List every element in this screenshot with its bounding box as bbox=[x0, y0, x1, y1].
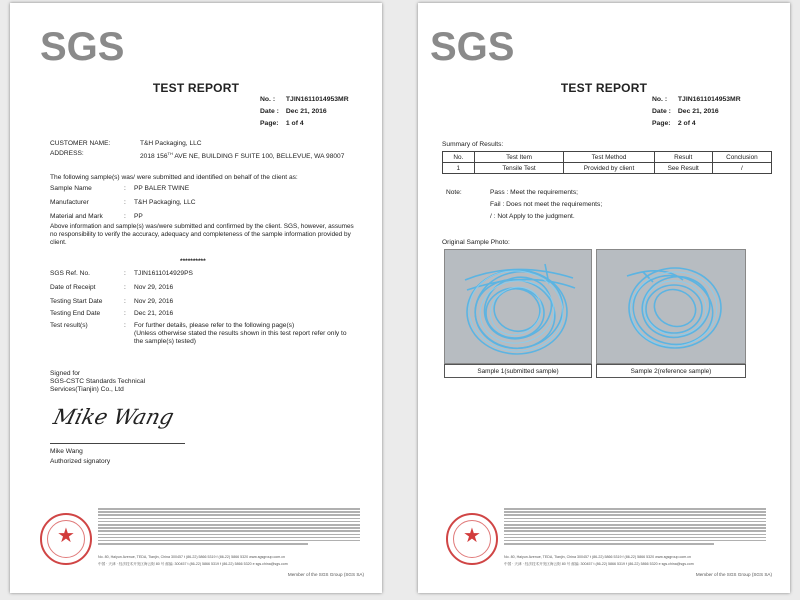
test-result-line-3: the sample(s) tested) bbox=[134, 338, 196, 345]
note-label: Note: bbox=[446, 189, 462, 196]
legal-fine-print bbox=[98, 508, 360, 546]
company-seal-icon: ★ bbox=[40, 513, 92, 565]
table-header-cell: Test Method bbox=[564, 152, 654, 163]
report-meta bbox=[260, 94, 349, 130]
table-cell: Provided by client bbox=[564, 163, 654, 174]
twine-coil-2-icon bbox=[597, 250, 746, 364]
customer-name: T&H Packaging, LLC bbox=[140, 140, 202, 147]
table-row bbox=[443, 163, 772, 174]
receipt-date: Nov 29, 2016 bbox=[134, 284, 174, 291]
photo-label: Original Sample Photo: bbox=[442, 239, 510, 246]
page-number: 1 of 4 bbox=[285, 120, 304, 127]
report-no: TJIN1611014953MR bbox=[285, 96, 349, 103]
report-date-label: Date : bbox=[652, 108, 671, 115]
testing-start-date: Nov 29, 2016 bbox=[134, 298, 174, 305]
report-date: Dec 21, 2016 bbox=[677, 108, 719, 115]
report-meta bbox=[652, 94, 741, 130]
signature-line bbox=[50, 443, 185, 444]
caption-sample-1: Sample 1(submitted sample) bbox=[444, 364, 592, 378]
sample-2-photo bbox=[596, 249, 746, 364]
receipt-date-label: Date of Receipt bbox=[50, 284, 96, 291]
table-header-cell: Test Item bbox=[474, 152, 564, 163]
sgs-logo: SGS bbox=[430, 25, 515, 69]
note-fail: Fail : Does not meet the requirements; bbox=[490, 201, 603, 208]
page-label: Page: bbox=[652, 120, 671, 127]
customer-name-label: CUSTOMER NAME: bbox=[50, 140, 111, 147]
report-title: TEST REPORT bbox=[152, 81, 240, 95]
member-note: Member of the SGS Group (SGS SA) bbox=[695, 572, 772, 577]
customer-address: 2018 156TH AVE NE, BUILDING F SUITE 100, BELLEVUE, WA 98007 bbox=[140, 151, 345, 161]
test-result-line-2: (Unless otherwise stated the results shown in this test report refer only to bbox=[134, 330, 347, 337]
separator-stars: ********** bbox=[180, 258, 206, 265]
page-label: Page: bbox=[260, 120, 279, 127]
signer-title: Authorized signatory bbox=[50, 458, 111, 465]
report-no: TJIN1611014953MR bbox=[677, 96, 741, 103]
manufacturer: T&H Packaging, LLC bbox=[134, 199, 196, 206]
report-date: Dec 21, 2016 bbox=[285, 108, 327, 115]
table-cell: Tensile Test bbox=[474, 163, 564, 174]
sgs-ref-label: SGS Ref. No. bbox=[50, 270, 90, 277]
test-result-label: Test result(s) bbox=[50, 322, 88, 329]
report-no-label: No. : bbox=[260, 96, 276, 103]
disclaimer-text: Above information and sample(s) was/were submitted and confirmed by the client. SGS, however, assumes no responsibility to verify the accuracy, adequacy and completeness of the sample information provided by client. bbox=[50, 223, 354, 246]
test-result-line-1: For further details, please refer to the following page(s) bbox=[134, 322, 295, 329]
signed-org-1: SGS-CSTC Standards Technical bbox=[50, 378, 146, 385]
signer-name: Mike Wang bbox=[50, 448, 83, 455]
report-no-label: No. : bbox=[652, 96, 668, 103]
handwritten-signature: Mike Wang bbox=[51, 405, 177, 429]
signed-org-2: Services(Tianjin) Co., Ltd bbox=[50, 386, 124, 393]
sgs-ref-number: TJIN1611014929PS bbox=[134, 270, 193, 277]
footer-address-cn: 中国 · 天津 · 经济技术开发区海云街 80 号 邮编: 300457 t (86-22) 5866 5319 f (86-22) 5866 5320 e sgs.china@sgs.com bbox=[504, 562, 694, 566]
sample-1-photo bbox=[444, 249, 592, 364]
signed-for: Signed for bbox=[50, 370, 81, 377]
table-header-cell: Conclusion bbox=[712, 152, 771, 163]
table-header-cell: Result bbox=[654, 152, 712, 163]
manufacturer-label: Manufacturer bbox=[50, 199, 89, 206]
page-number: 2 of 4 bbox=[677, 120, 696, 127]
company-seal-icon: ★ bbox=[446, 513, 498, 565]
address-label: ADDRESS: bbox=[50, 150, 84, 157]
footer-address-en: No. 80, Haiyun Avenue, TEDA, Tianjin, China 300457 t (86-22) 5866 5319 f (86-22) 5866 5320 www.sgsgroup.com.cn bbox=[504, 555, 692, 559]
table-header-cell: No. bbox=[443, 152, 475, 163]
intro-text: The following sample(s) was/ were submitted and identified on behalf of the client as: bbox=[50, 174, 298, 181]
report-page-1: SGS TEST REPORT No. : TJIN1611014953MR Date : Dec 21, 2016 Page: 1 of 4 CUSTOMER NAME: T&H Packaging, LLC ADDRESS: 2018 156TH AVE NE, BUILDING F SUITE 100, BELLEVUE, WA 98007 The following sample(s) was/ were submitted and identified on behalf of the client as: Sample Name : PP BALER TWINE Manufacturer : T&H Packaging, LLC Material and Mark : PP Above information and sample(s) was/were submitted and confirmed by the client. SGS, however, assumes no responsibility to verify the accuracy, adequacy and completeness of the sample information provided by client. ********** SGS Ref. No. : TJIN1611014929PS Date of Receipt : Nov 29, 2016 Testing Start Date : Nov 29, 2016 Testing End Date : Dec 21, 2016 Test result(s) : For further details, please refer to the following page(s) (Unless otherwise stated the results shown in this test report refer only to the sample(s) tested) Signed for SGS-CSTC Standards Technical Services(Tianjin) Co., Ltd Mike Wang Mike Wang Authorized signatory ★ No. 80, Haiyun Avenue, TEDA, Tianjin, China 300457 t (86-22) 5866 5319 f (86-22) 5866 5320 www.sgsgroup.com.cn 中国 · 天津 · 经济技术开发区海云街 80 号 邮编: 300457 t (86-22) 5866 5319 f (86-22) 5866 5320 e sgs.china@sgs.com Member of the SGS Group (SGS SA) bbox=[10, 3, 382, 593]
twine-coil-1-icon bbox=[445, 250, 592, 364]
caption-sample-2: Sample 2(reference sample) bbox=[596, 364, 746, 378]
table-header-row bbox=[443, 152, 772, 163]
note-pass: Pass : Meet the requirements; bbox=[490, 189, 578, 196]
testing-end-label: Testing End Date bbox=[50, 310, 101, 317]
testing-start-label: Testing Start Date bbox=[50, 298, 103, 305]
table-cell: See Result bbox=[654, 163, 712, 174]
table-cell: / bbox=[712, 163, 771, 174]
member-note: Member of the SGS Group (SGS SA) bbox=[287, 572, 364, 577]
sample-name: PP BALER TWINE bbox=[134, 185, 190, 192]
footer-address-en: No. 80, Haiyun Avenue, TEDA, Tianjin, China 300457 t (86-22) 5866 5319 f (86-22) 5866 5320 www.sgsgroup.com.cn bbox=[98, 555, 286, 559]
footer-address-cn: 中国 · 天津 · 经济技术开发区海云街 80 号 邮编: 300457 t (86-22) 5866 5319 f (86-22) 5866 5320 e sgs.china@sgs.com bbox=[98, 562, 288, 566]
note-na: / : Not Apply to the judgment. bbox=[490, 213, 575, 220]
table-cell: 1 bbox=[443, 163, 475, 174]
material: PP bbox=[134, 213, 143, 220]
sgs-logo: SGS bbox=[40, 25, 125, 69]
testing-end-date: Dec 21, 2016 bbox=[134, 310, 174, 317]
material-label: Material and Mark bbox=[50, 213, 103, 220]
report-date-label: Date : bbox=[260, 108, 279, 115]
report-page-2 bbox=[418, 3, 790, 593]
report-title: TEST REPORT bbox=[560, 81, 648, 95]
sample-name-label: Sample Name bbox=[50, 185, 92, 192]
legal-fine-print bbox=[504, 508, 766, 546]
summary-table bbox=[442, 151, 772, 174]
summary-label: Summary of Results: bbox=[442, 141, 504, 148]
